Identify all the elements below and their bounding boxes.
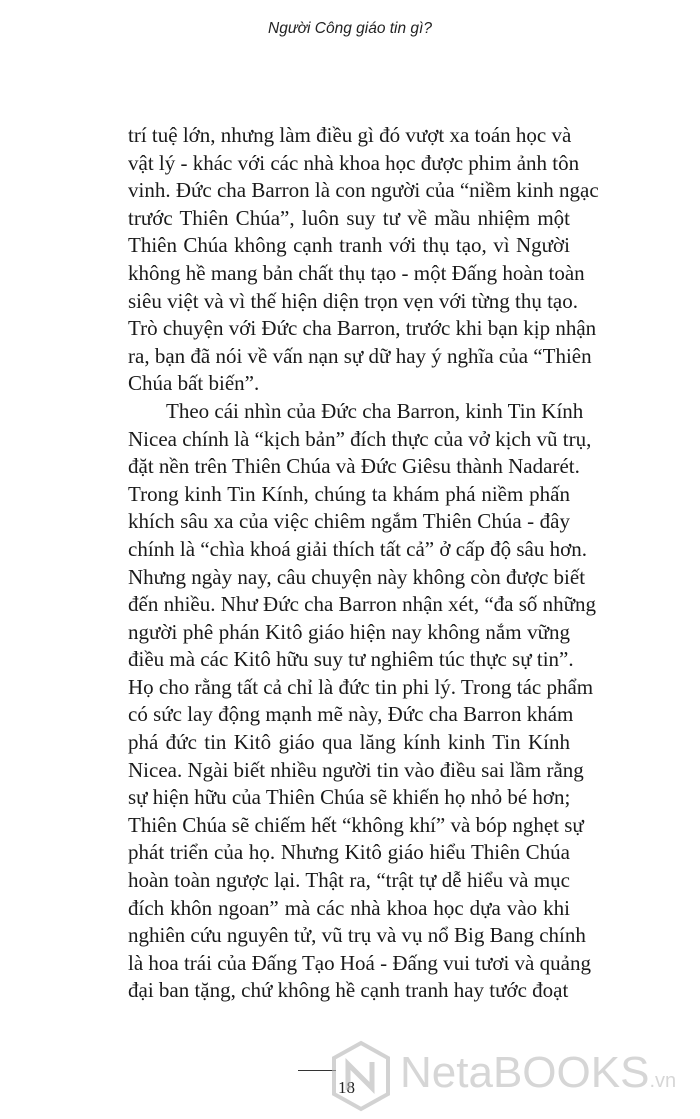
text-line: Thiên Chúa không cạnh tranh với thụ tạo, vì Người [128, 233, 570, 258]
text-line: khích sâu xa của việc chiêm ngắm Thiên Chúa - đây [128, 509, 570, 534]
text-line: đặt nền trên Thiên Chúa và Đức Giêsu thành Nadarét. [128, 454, 580, 479]
text-line: Trò chuyện với Đức cha Barron, trước khi bạn kịp nhận [128, 316, 597, 341]
text-line: không hề mang bản chất thụ tạo - một Đấng hoàn toàn [128, 260, 585, 285]
text-line: đến nhiều. Như Đức cha Barron nhận xét, “đa số những [128, 592, 597, 617]
text-line: Nhưng ngày nay, câu chuyện này không còn được biết [128, 564, 586, 589]
text-line: vinh. Đức cha Barron là con người của “niềm kinh ngạc [128, 178, 599, 203]
text-line: đích khôn ngoan” mà các nhà khoa học dựa vào khi [128, 895, 570, 920]
text-line: đại ban tặng, chứ không hề cạnh tranh hay tước đoạt [128, 978, 569, 1003]
text-line: chính là “chìa khoá giải thích tất cả” ở cấp độ sâu hơn. [128, 536, 587, 561]
text-line: có sức lay động mạnh mẽ này, Đức cha Barron khám [128, 702, 574, 727]
text-line: là hoa trái của Đấng Tạo Hoá - Đấng vui tươi và quảng [128, 950, 591, 975]
text-line: nghiên cứu nguyên tử, vũ trụ và vụ nổ Big Bang chính [128, 923, 586, 948]
text-line: điều mà các Kitô hữu suy tư nghiêm túc thực sự tin”. [128, 647, 574, 672]
text-line: hoàn toàn ngược lại. Thật ra, “trật tự dễ hiểu và mục [128, 868, 570, 893]
text-line: Nicea. Ngài biết nhiều người tin vào điều sai lầm rằng [128, 757, 584, 782]
text-line: Trong kinh Tin Kính, chúng ta khám phá niềm phấn [128, 481, 570, 506]
netabooks-logo-icon [330, 1040, 392, 1112]
text-line: trước Thiên Chúa”, luôn suy tư về mầu nhiệm một [128, 205, 570, 230]
body-text [128, 122, 599, 1005]
text-line: phá đức tin Kitô giáo qua lăng kính kinh Tin Kính [128, 730, 570, 755]
text-line: trí tuệ lớn, nhưng làm điều gì đó vượt xa toán học và [128, 123, 572, 147]
text-line: ra, bạn đã nói về vấn nạn sự dữ hay ý nghĩa của “Thiên [128, 343, 592, 368]
text-line: Chúa bất biến”. [128, 371, 260, 396]
text-line: vật lý - khác với các nhà khoa học được phim ảnh tôn [128, 150, 580, 175]
text-line: Thiên Chúa sẽ chiếm hết “không khí” và bóp nghẹt sự [128, 812, 584, 837]
text-line: Họ cho rằng tất cả chỉ là đức tin phi lý. Trong tác phẩm [128, 674, 594, 699]
text-line: phát triển của họ. Nhưng Kitô giáo hiểu Thiên Chúa [128, 840, 570, 865]
page-number: 18 [338, 1078, 355, 1097]
text-line: Nicea chính là “kịch bản” đích thực của vở kịch vũ trụ, [128, 426, 592, 451]
netabooks-watermark [330, 1040, 700, 1112]
text-line: sự hiện hữu của Thiên Chúa sẽ khiến họ nhỏ bé hơn; [128, 785, 571, 810]
text-line: người phê phán Kitô giáo hiện nay không nắm vững [128, 619, 570, 644]
watermark-text: NetaBOOKS.vn [400, 1048, 677, 1097]
text-line: siêu việt và vì thế hiện diện trọn vẹn với từng thụ tạo. [128, 288, 578, 313]
running-header: Người Công giáo tin gì? [268, 20, 432, 37]
text-line: Theo cái nhìn của Đức cha Barron, kinh Tin Kính [166, 398, 584, 423]
